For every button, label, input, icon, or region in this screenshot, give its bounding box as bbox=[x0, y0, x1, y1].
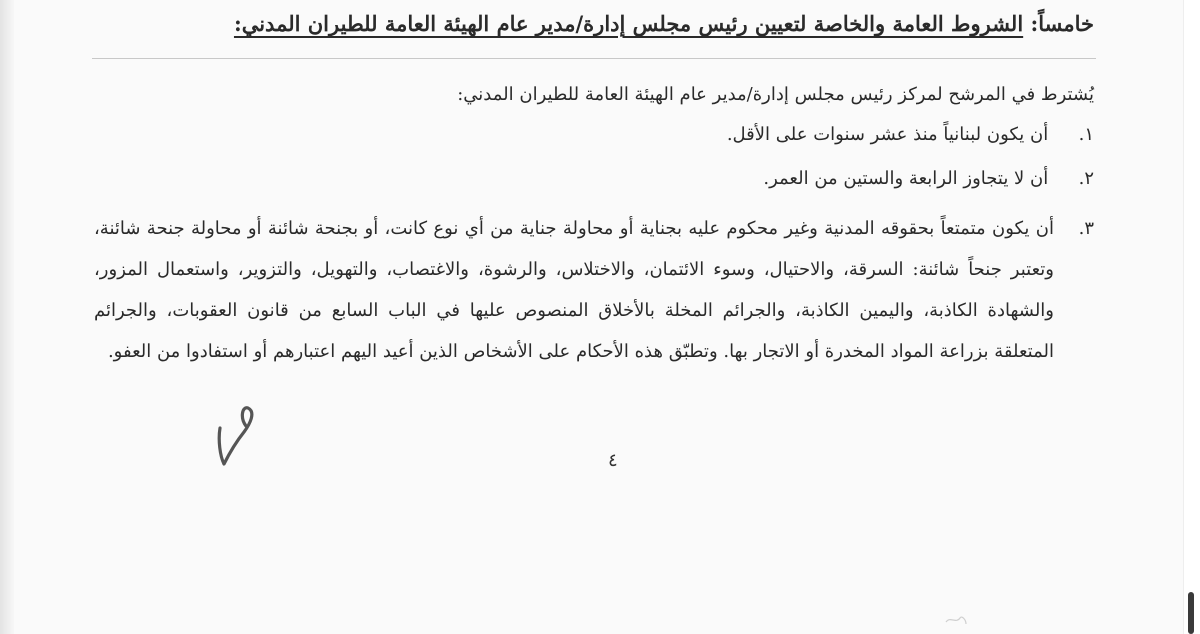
section-heading-label: خامساً: bbox=[1030, 11, 1094, 36]
document-body bbox=[94, 8, 1094, 362]
condition-text: أن لا يتجاوز الرابعة والستين من العمر. bbox=[763, 168, 1049, 189]
handwritten-signature-icon bbox=[210, 398, 260, 470]
section-heading bbox=[94, 8, 1094, 40]
condition-text: أن يكون متمتعاً بحقوقه المدنية وغير محكوم عليه بجناية أو محاولة جناية من أي نوع كانت، أو بجنحة شائنة أو محاولة جنحة شائنة، وتعتبر جنحاً شائنة: السرقة، والاحتيال، وسوء الائتمان، والاختلاس، والرشوة، والاغتصاب، والتهويل، والتزوير، واستعمال المزور، والشهادة الكاذبة، واليمين الكاذبة، والجرائم المخلة بالأخلاق المنصوص عليها في الباب السابع من قانون العقوبات، والجرائم المتعلقة بزراعة المواد المخدرة أو الاتجار بها. وتطبّق هذه الأحكام على الأشخاص الذين أعيد اليهم اعتبارهم أو استفادوا من العفو. bbox=[94, 218, 1054, 362]
heading-divider bbox=[92, 58, 1096, 59]
condition-text: أن يكون لبنانياً منذ عشر سنوات على الأقل. bbox=[726, 124, 1049, 145]
page-number: ٤ bbox=[608, 450, 618, 471]
condition-item-3 bbox=[94, 208, 1094, 372]
section-heading-title: الشروط العامة والخاصة لتعيين رئيس مجلس إدارة/مدير عام الهيئة العامة للطيران المدني: bbox=[233, 11, 1024, 36]
condition-item-1 bbox=[727, 124, 1094, 145]
scrollbar-thumb[interactable] bbox=[1188, 592, 1194, 634]
vertical-scrollbar[interactable] bbox=[1183, 0, 1200, 634]
condition-number: ٣. bbox=[1078, 218, 1094, 239]
condition-number: ٢. bbox=[1078, 168, 1094, 189]
condition-item-2 bbox=[763, 168, 1094, 189]
paper-mark-icon bbox=[944, 612, 968, 626]
conditions-intro: يُشترط في المرشح لمركز رئيس مجلس إدارة/مدير عام الهيئة العامة للطيران المدني: bbox=[457, 84, 1094, 105]
page-edge-shadow bbox=[0, 0, 14, 634]
condition-number: ١. bbox=[1078, 124, 1094, 145]
document-paper bbox=[14, 0, 1200, 634]
